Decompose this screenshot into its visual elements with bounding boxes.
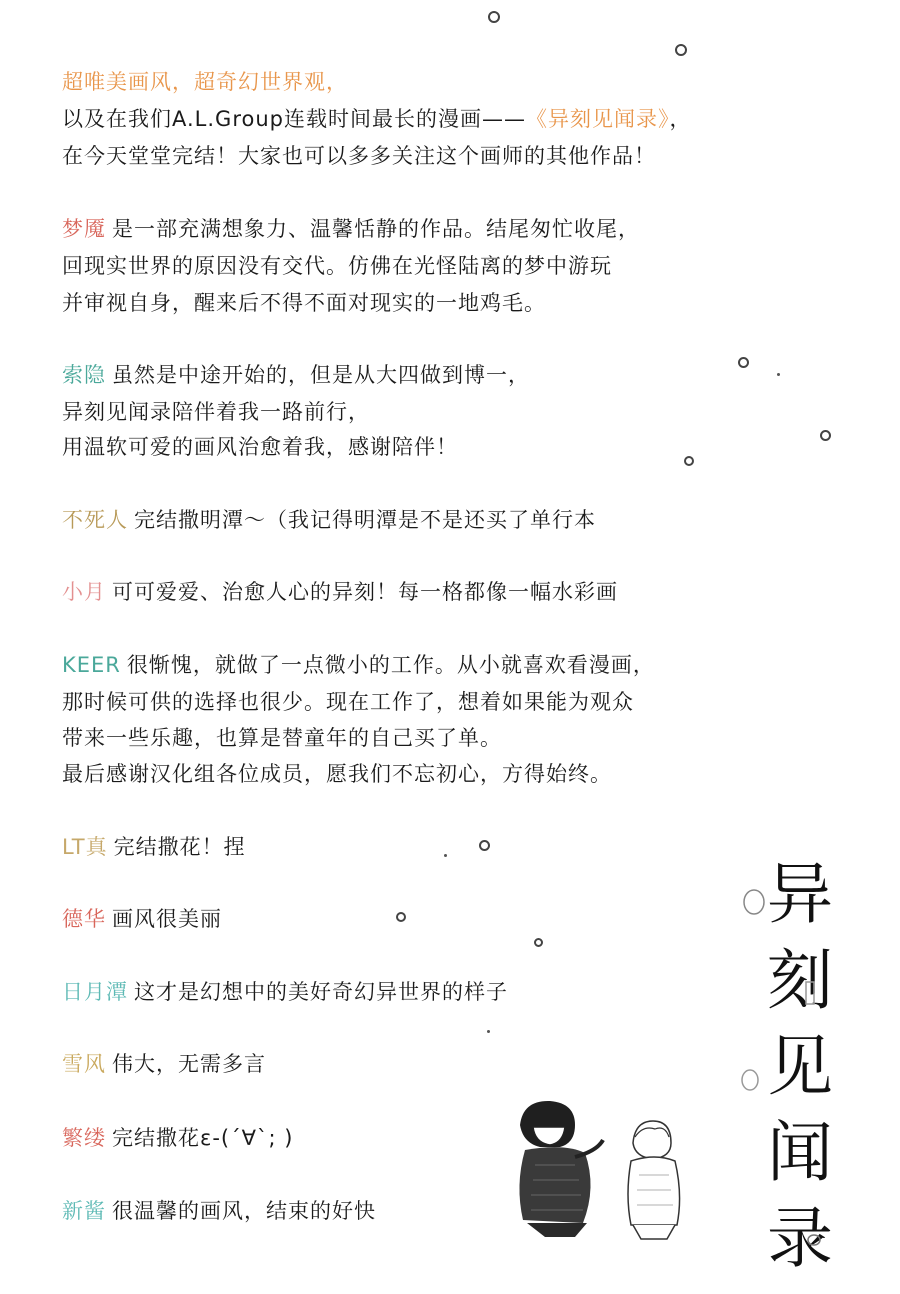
comment-line xyxy=(62,687,634,717)
manga-title: 《异刻见闻录》 xyxy=(525,107,670,131)
comment-text: 很惭愧，就做了一点微小的工作。从小就喜欢看漫画， xyxy=(126,653,655,677)
bubble-decoration xyxy=(675,44,687,56)
comment-line xyxy=(62,977,508,1007)
bubble-decoration xyxy=(684,456,694,466)
comment-text: 最后感谢汉化组各位成员，愿我们不忘初心，方得始终。 xyxy=(62,762,612,786)
comment-line xyxy=(62,432,458,462)
dot-decoration xyxy=(487,1030,490,1033)
bubble-decoration xyxy=(396,912,406,922)
comment-text: 可可爱爱、治愈人心的异刻！每一格都像一幅水彩画 xyxy=(112,580,618,604)
intro-text: ， xyxy=(669,107,692,131)
comment-line xyxy=(62,650,655,680)
comment-text: 并审视自身，醒来后不得不面对现实的一地鸡毛。 xyxy=(62,291,546,315)
comment-text: 伟大，无需多言 xyxy=(112,1052,266,1076)
comment-text: 异刻见闻录陪伴着我一路前行， xyxy=(62,400,370,424)
comment-text: 回现实世界的原因没有交代。仿佛在光怪陆离的梦中游玩 xyxy=(62,254,612,278)
comment-line xyxy=(62,251,612,281)
intro-highlight: 超唯美画风，超奇幻世界观， xyxy=(62,70,348,94)
comment-line xyxy=(62,214,640,244)
comment-line xyxy=(62,360,530,390)
comment-line xyxy=(62,1049,266,1079)
intro-line-2 xyxy=(62,104,691,134)
comment-text: 完结撒花！捏 xyxy=(113,835,246,859)
doodle-decoration xyxy=(740,880,850,1260)
comment-text: 完结撒明潭～（我记得明潭是不是还买了单行本 xyxy=(134,508,596,532)
intro-text: 以及在我们A.L.Group连载时间最长的漫画—— xyxy=(62,107,526,131)
comment-text: 完结撒花ε-(´∀`; ) xyxy=(112,1126,294,1150)
title-char: 异 xyxy=(767,856,833,933)
commenter-name: 不死人 xyxy=(62,508,128,532)
comment-line xyxy=(62,832,246,862)
comment-line xyxy=(62,1123,293,1153)
title-char: 刻 xyxy=(767,942,833,1019)
commenter-name: 新酱 xyxy=(62,1199,106,1223)
comment-text: 那时候可供的选择也很少。现在工作了，想着如果能为观众 xyxy=(62,690,634,714)
comment-line xyxy=(62,1196,376,1226)
bubble-decoration xyxy=(479,840,490,851)
commenter-name: LT真 xyxy=(62,835,108,859)
comment-line xyxy=(62,288,546,318)
comment-line xyxy=(62,505,596,535)
intro-line-3 xyxy=(62,141,656,171)
comment-text: 虽然是中途开始的，但是从大四做到博一， xyxy=(112,363,530,387)
dot-decoration xyxy=(444,854,447,857)
bubble-decoration xyxy=(534,938,543,947)
comment-text: 是一部充满想象力、温馨恬静的作品。结尾匆忙收尾， xyxy=(112,217,640,241)
title-char: 录 xyxy=(767,1200,833,1277)
comment-text: 画风很美丽 xyxy=(112,907,222,931)
commenter-name: 雪风 xyxy=(62,1052,106,1076)
commenter-name: 繁缕 xyxy=(62,1126,106,1150)
commenter-name: 梦魇 xyxy=(62,217,106,241)
bubble-decoration xyxy=(488,11,500,23)
intro-text: 在今天堂堂完结！大家也可以多多关注这个画师的其他作品！ xyxy=(62,144,656,168)
comment-text: 这才是幻想中的美好奇幻异世界的样子 xyxy=(134,980,508,1004)
comment-text: 很温馨的画风，结束的好快 xyxy=(112,1199,376,1223)
bubble-decoration xyxy=(820,430,831,441)
intro-line-1 xyxy=(62,67,348,97)
dot-decoration xyxy=(777,373,780,376)
commenter-name: KEER xyxy=(62,653,121,677)
title-char: 闻 xyxy=(767,1114,833,1191)
comment-text: 带来一些乐趣，也算是替童年的自己买了单。 xyxy=(62,726,502,750)
comment-line xyxy=(62,759,612,789)
comment-line xyxy=(62,904,222,934)
commenter-name: 德华 xyxy=(62,907,106,931)
title-char: 见 xyxy=(767,1028,833,1105)
bubble-decoration xyxy=(738,357,749,368)
characters-illustration xyxy=(505,1095,695,1245)
commenter-name: 索隐 xyxy=(62,363,106,387)
commenter-name: 小月 xyxy=(62,580,106,604)
comment-line xyxy=(62,577,618,607)
comment-line xyxy=(62,723,502,753)
commenter-name: 日月潭 xyxy=(62,980,128,1004)
comment-text: 用温软可爱的画风治愈着我，感谢陪伴！ xyxy=(62,435,458,459)
comment-line xyxy=(62,397,370,427)
